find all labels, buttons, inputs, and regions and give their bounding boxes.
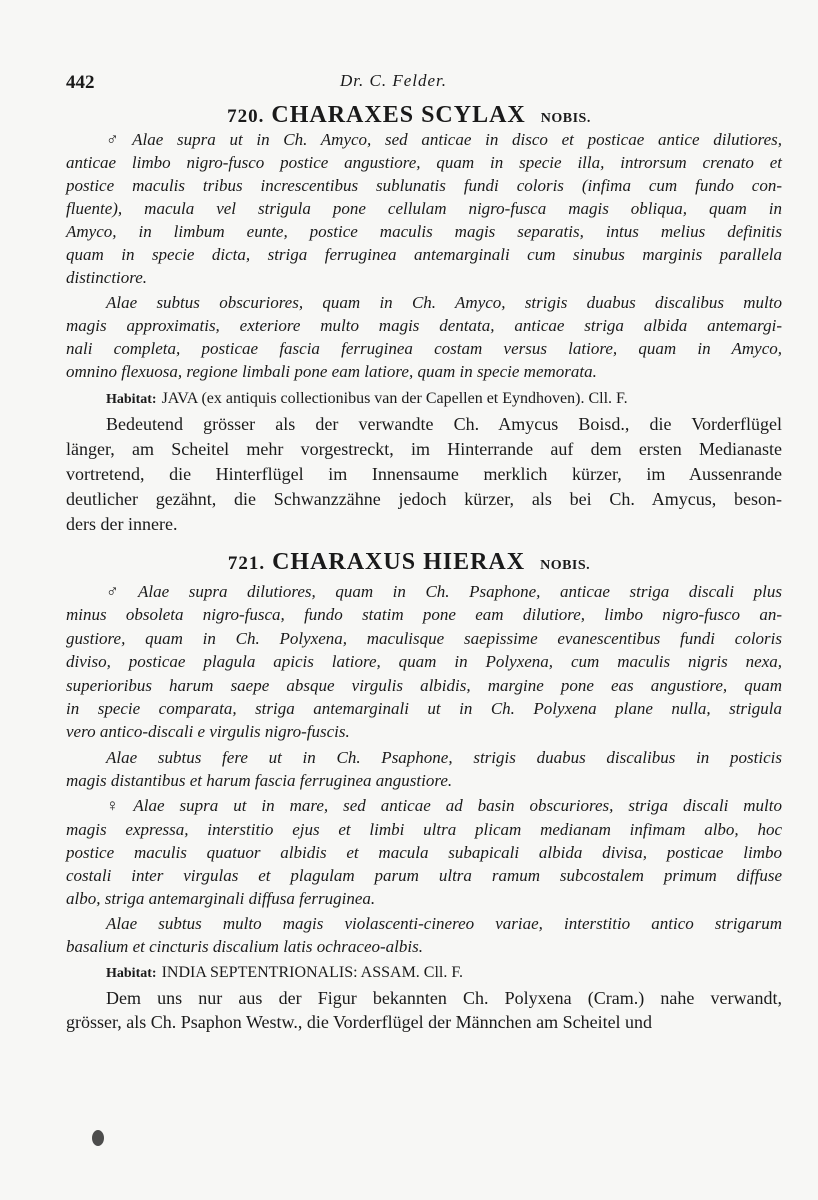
- section-number: 720.: [227, 106, 265, 127]
- line-text: quam in specie dicta, striga ferruginea antemarginali cum sinubus marginis parallela: [66, 245, 782, 264]
- text-line: [66, 152, 782, 174]
- line-text: costali inter virgulas et plagulam parum ultra ramum subcostalem primum diffuse: [66, 866, 782, 885]
- text-line: [106, 795, 782, 817]
- text-line: [66, 244, 782, 266]
- line-text: diviso, posticae plagula apicis latiore, quam in Polyxena, cum maculis nigris nexa,: [66, 652, 782, 671]
- text-line: [66, 842, 782, 864]
- text-line: [66, 267, 782, 289]
- line-text: ders der innere.: [66, 514, 178, 534]
- text-line: [66, 721, 782, 743]
- text-line: [66, 315, 782, 337]
- text-line: [66, 175, 782, 197]
- text-line: [66, 888, 782, 910]
- line-text: Dem uns nur aus der Figur bekannten Ch. Polyxena (Cram.) nahe verwandt,: [106, 988, 782, 1008]
- line-text: fluente), macula vel strigula pone cellulam nigro-fusca magis obliqua, quam in: [66, 199, 782, 218]
- line-text: albo, striga antemarginali diffusa ferruginea.: [66, 889, 376, 908]
- line-text: superioribus harum saepe absque virgulis albidis, margine pone eas angustiore, quam: [66, 676, 782, 695]
- text-line: [66, 675, 782, 697]
- text-line: [66, 513, 782, 535]
- line-text: ♀ Alae supra ut in mare, sed anticae ad basin obscuriores, striga discali multo: [106, 796, 782, 815]
- text-line: [106, 292, 782, 314]
- line-text: in specie comparata, striga antemarginali ut in Ch. Polyxena plane nulla, strigula: [66, 699, 782, 718]
- line-text: anticae limbo nigro-fusco postice angustiore, quam in specie illa, introrsum crenato et: [66, 153, 782, 172]
- text-line: [106, 129, 782, 151]
- line-text: länger, am Scheitel mehr vorgestreckt, im Hinterrande auf dem ersten Medianaste: [66, 439, 782, 459]
- line-text: postice maculis tribus increscentibus sublunatis fundi coloris (infima cum fundo con-: [66, 176, 782, 195]
- line-text: deutlicher gezähnt, die Schwanzzähne jedoch kürzer, als bei Ch. Amycus, beson-: [66, 489, 782, 509]
- line-text: magis expressa, interstitio ejus et limbi ultra plicam medianam infimam albo, hoc: [66, 820, 782, 839]
- section-title: [0, 548, 818, 576]
- text-line: [66, 198, 782, 220]
- text-line: [66, 338, 782, 360]
- text-line: [66, 463, 782, 485]
- page-number: 442: [66, 72, 95, 93]
- text-line: [66, 936, 782, 958]
- line-text: ♂ Alae supra ut in Ch. Amyco, sed anticae in disco et posticae antice dilutiores,: [106, 130, 782, 149]
- text-line: [66, 488, 782, 510]
- line-text: omnino flexuosa, regione limbali pone eam latiore, quam in specie memorata.: [66, 362, 597, 381]
- text-line: [66, 651, 782, 673]
- text-line: [66, 604, 782, 626]
- line-text: magis distantibus et harum fascia ferruginea angustiore.: [66, 771, 453, 790]
- line-text: vero antico-discali e virgulis nigro-fuscis.: [66, 722, 350, 741]
- text-line: [66, 1011, 782, 1033]
- line-text: Bedeutend grösser als der verwandte Ch. Amycus Boisd., die Vorderflügel: [106, 414, 782, 434]
- text-line: [66, 438, 782, 460]
- line-text: Amyco, in limbum eunte, postice maculis magis separatis, intus melius definitis: [66, 222, 782, 241]
- line-text: distinctiore.: [66, 268, 148, 287]
- line-text: minus obsoleta nigro-fusca, fundo statim pone eam dilutiore, limbo nigro-fusco an-: [66, 605, 782, 624]
- line-text: JAVA (ex antiquis collectionibus van der Capellen et Eyndhoven). Cll. F.: [161, 390, 628, 407]
- section-title: [0, 101, 818, 129]
- running-head: Dr. C. Felder.: [340, 71, 448, 90]
- text-line: [66, 819, 782, 841]
- text-line: [106, 987, 782, 1009]
- line-text: gustiore, quam in Ch. Polyxena, maculisque saepissime evanescentibus fundi coloris: [66, 629, 782, 648]
- section-name: CHARAXUS HIERAX: [272, 549, 526, 575]
- text-line: [106, 913, 782, 935]
- section-author: NOBIS.: [540, 558, 591, 573]
- line-text: Alae subtus obscuriores, quam in Ch. Amyco, strigis duabus discalibus multo: [106, 293, 782, 312]
- ink-spot: [92, 1130, 104, 1146]
- text-line: [66, 628, 782, 650]
- text-line: [106, 581, 782, 603]
- line-text: Alae subtus fere ut in Ch. Psaphone, strigis duabus discalibus in posticis: [106, 748, 782, 767]
- text-line: [66, 698, 782, 720]
- line-text: magis approximatis, exteriore multo magis dentata, anticae striga albida antemargi-: [66, 316, 782, 335]
- text-line: [106, 413, 782, 435]
- line-text: Alae subtus multo magis violascenti-cinereo variae, interstitio antico strigarum: [106, 914, 782, 933]
- line-text: ♂ Alae supra dilutiores, quam in Ch. Psaphone, anticae striga discali plus: [106, 582, 782, 601]
- habitat-label: Habitat:: [106, 392, 157, 407]
- text-line: [66, 361, 782, 383]
- line-text: basalium et cincturis discalium latis ochraceo-albis.: [66, 937, 423, 956]
- text-line: [106, 747, 782, 769]
- line-text: grösser, als Ch. Psaphon Westw., die Vorderflügel der Männchen am Scheitel und: [66, 1012, 653, 1032]
- section-name: CHARAXES SCYLAX: [271, 102, 526, 128]
- line-text: vortretend, die Hinterflügel im Innensaume merklich kürzer, im Aussenrande: [66, 464, 782, 484]
- line-text: INDIA SEPTENTRIONALIS: ASSAM. Cll. F.: [161, 964, 463, 981]
- line-text: postice maculis quatuor albidis et macula subapicali albida divisa, posticae limbo: [66, 843, 782, 862]
- section-author: NOBIS.: [540, 111, 591, 126]
- line-text: nali completa, posticae fascia ferruginea costam versus latiore, quam in Amyco,: [66, 339, 782, 358]
- section-number: 721.: [227, 553, 266, 574]
- habitat-line: [106, 962, 782, 984]
- habitat-label: Habitat:: [106, 966, 157, 981]
- text-line: [66, 865, 782, 887]
- habitat-line: [106, 388, 782, 410]
- text-line: [66, 770, 782, 792]
- text-line: [66, 221, 782, 243]
